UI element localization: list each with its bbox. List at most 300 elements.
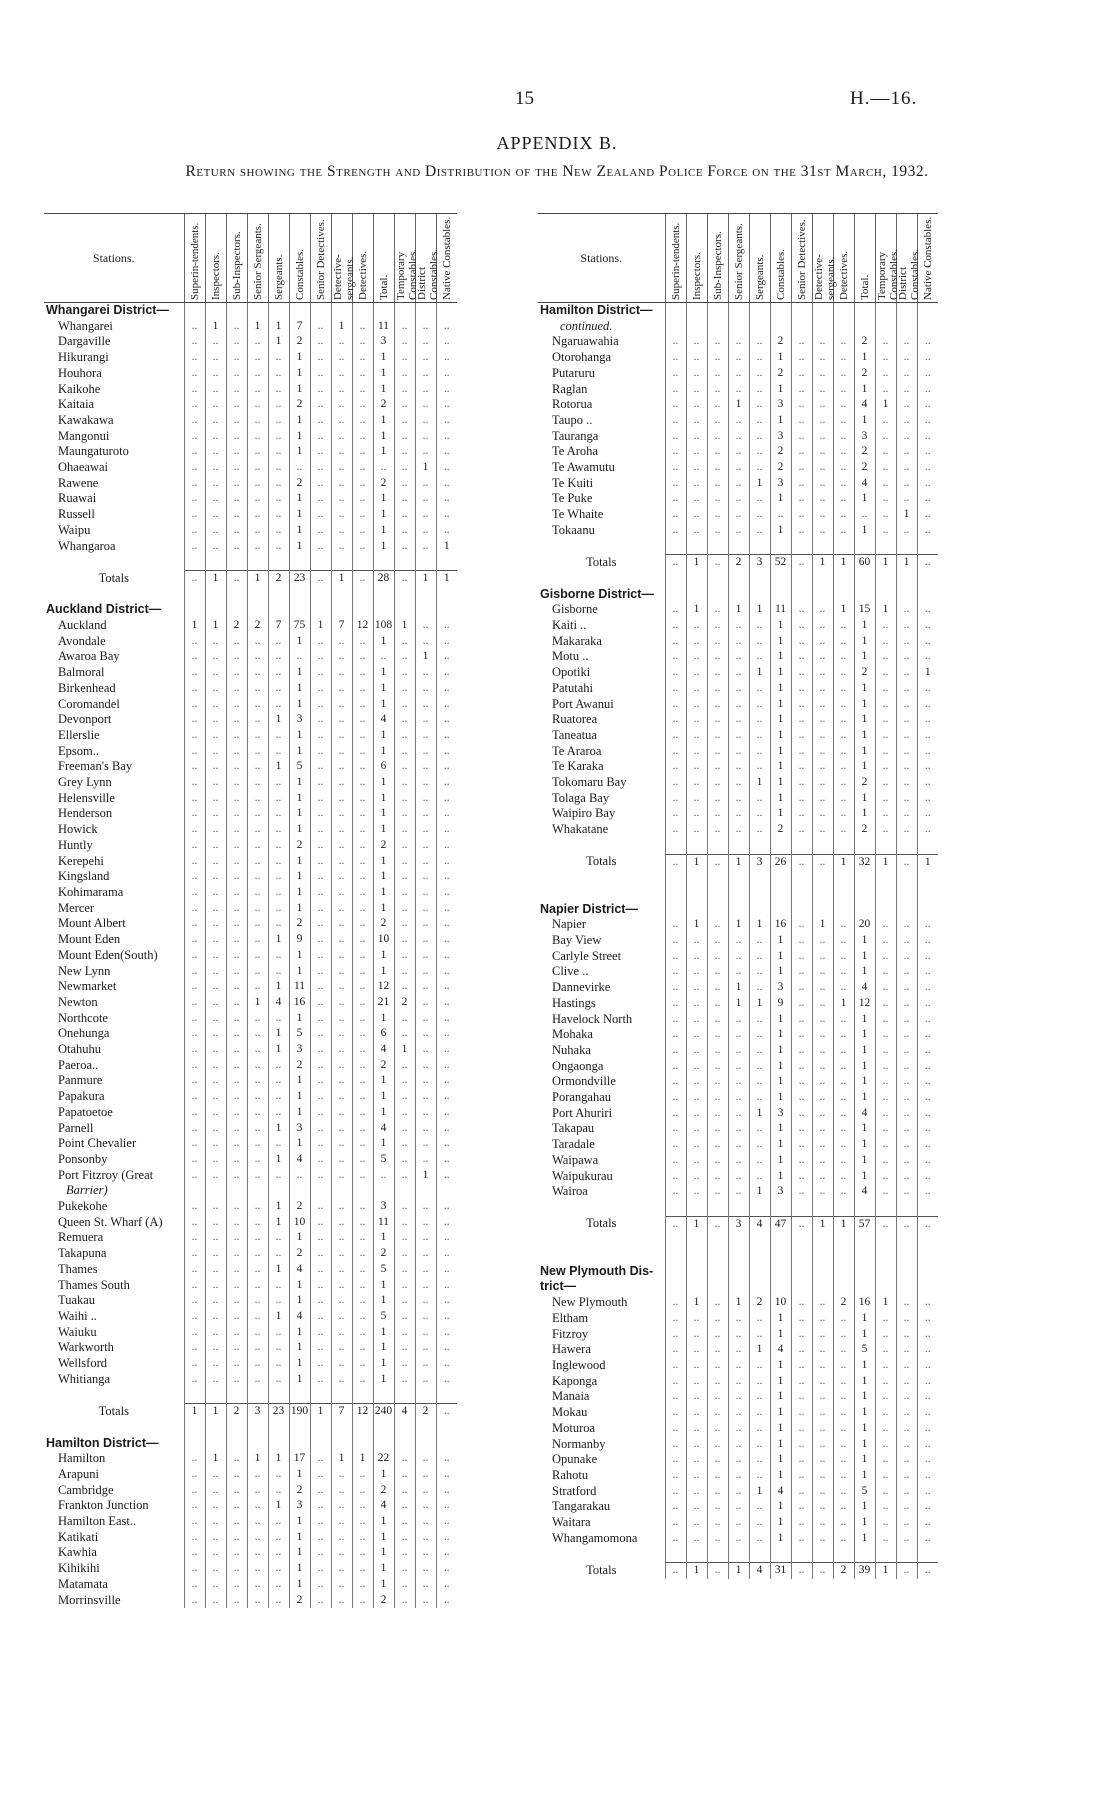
- count-cell: 1: [331, 570, 352, 586]
- count-cell: ..: [707, 665, 728, 681]
- count-cell: ..: [707, 1327, 728, 1343]
- count-cell: [686, 587, 707, 603]
- count-cell: [686, 1248, 707, 1264]
- count-cell: 2: [854, 775, 875, 791]
- count-cell: ..: [310, 806, 331, 822]
- count-cell: ..: [331, 1593, 352, 1609]
- count-cell: ..: [791, 1531, 812, 1547]
- station-row: [538, 602, 938, 618]
- count-cell: ..: [268, 916, 289, 932]
- count-cell: ..: [226, 775, 247, 791]
- count-cell: ..: [352, 916, 373, 932]
- count-cell: 2: [770, 822, 791, 838]
- count-cell: ..: [728, 491, 749, 507]
- count-cell: ..: [749, 1311, 770, 1327]
- count-cell: ..: [331, 1561, 352, 1577]
- count-cell: 1: [770, 1437, 791, 1453]
- count-cell: ..: [436, 1577, 457, 1593]
- count-cell: ..: [184, 1168, 205, 1184]
- count-cell: ..: [728, 1405, 749, 1421]
- column-header-label: Native Constables.: [921, 216, 934, 300]
- station-name: Wairoa: [552, 1184, 588, 1199]
- count-cell: ..: [268, 1168, 289, 1184]
- count-cell: [310, 1436, 331, 1452]
- count-cell: 1: [875, 854, 896, 870]
- count-cell: ..: [310, 1467, 331, 1483]
- count-cell: ..: [415, 444, 436, 460]
- count-cell: 1: [728, 917, 749, 933]
- count-cell: ..: [812, 507, 833, 523]
- count-cell: ..: [415, 1042, 436, 1058]
- count-cell: [436, 554, 457, 570]
- count-cell: [707, 1248, 728, 1264]
- count-cell: ..: [707, 602, 728, 618]
- count-cell: ..: [436, 1011, 457, 1027]
- count-cell: ..: [352, 1121, 373, 1137]
- count-cell: ..: [205, 901, 226, 917]
- count-cell: ..: [833, 1452, 854, 1468]
- count-cell: ..: [331, 1514, 352, 1530]
- count-cell: ..: [247, 1356, 268, 1372]
- count-cell: ..: [247, 916, 268, 932]
- count-cell: 1: [854, 1121, 875, 1137]
- count-cell: ..: [812, 1421, 833, 1437]
- count-cell: ..: [665, 491, 686, 507]
- count-cell: ..: [247, 1011, 268, 1027]
- column-header-label: Superin-tendents.: [669, 222, 682, 300]
- station-row: [538, 744, 938, 760]
- count-cell: ..: [226, 397, 247, 413]
- count-cell: 1: [917, 665, 938, 681]
- count-cell: ..: [415, 1105, 436, 1121]
- count-cell: ..: [226, 932, 247, 948]
- count-cell: ..: [184, 1340, 205, 1356]
- count-cell: 1: [686, 1295, 707, 1311]
- count-cell: ..: [686, 1311, 707, 1327]
- count-cell: ..: [331, 1545, 352, 1561]
- count-cell: [268, 587, 289, 603]
- count-cell: ..: [226, 1483, 247, 1499]
- count-cell: ..: [665, 1059, 686, 1075]
- count-cell: 1: [373, 1105, 394, 1121]
- count-cell: ..: [854, 507, 875, 523]
- count-cell: 1: [373, 791, 394, 807]
- count-cell: ..: [875, 634, 896, 650]
- count-cell: ..: [728, 476, 749, 492]
- count-cell: ..: [728, 1389, 749, 1405]
- count-cell: ..: [686, 1452, 707, 1468]
- count-cell: ..: [247, 665, 268, 681]
- count-cell: ..: [749, 949, 770, 965]
- count-cell: ..: [331, 1152, 352, 1168]
- station-name: Putaruru: [552, 365, 596, 380]
- count-cell: ..: [791, 1074, 812, 1090]
- count-cell: ..: [917, 397, 938, 413]
- count-cell: ..: [875, 1405, 896, 1421]
- count-cell: 22: [373, 1451, 394, 1467]
- count-cell: [854, 571, 875, 587]
- count-cell: 1: [289, 822, 310, 838]
- count-cell: ..: [226, 1136, 247, 1152]
- count-cell: ..: [247, 744, 268, 760]
- count-cell: 1: [854, 1043, 875, 1059]
- count-cell: ..: [310, 1498, 331, 1514]
- count-cell: ..: [875, 350, 896, 366]
- count-cell: ..: [791, 1059, 812, 1075]
- count-cell: ..: [436, 1372, 457, 1388]
- count-cell: ..: [728, 366, 749, 382]
- count-cell: ..: [749, 413, 770, 429]
- count-cell: ..: [436, 948, 457, 964]
- count-cell: [665, 539, 686, 555]
- count-cell: ..: [352, 476, 373, 492]
- document-reference: H.—16.: [850, 88, 918, 109]
- count-cell: ..: [268, 869, 289, 885]
- column-header: [875, 214, 900, 303]
- count-cell: ..: [707, 1090, 728, 1106]
- count-cell: ..: [310, 382, 331, 398]
- station-name: Kaitaia: [58, 397, 95, 412]
- count-cell: ..: [415, 1356, 436, 1372]
- count-cell: ..: [833, 681, 854, 697]
- count-cell: [415, 602, 436, 618]
- count-cell: ..: [331, 885, 352, 901]
- count-cell: ..: [226, 1026, 247, 1042]
- count-cell: ..: [394, 350, 415, 366]
- station-row: [538, 712, 938, 728]
- totals-row: [538, 1216, 938, 1232]
- station-row: [538, 996, 938, 1012]
- count-cell: ..: [917, 712, 938, 728]
- count-cell: ..: [226, 806, 247, 822]
- column-header-label: Senior Sergeants.: [732, 223, 745, 300]
- count-cell: ..: [707, 964, 728, 980]
- count-cell: ..: [268, 1325, 289, 1341]
- column-header-label: Sub-Inspectors.: [230, 231, 243, 300]
- station-row: [44, 1577, 457, 1593]
- count-cell: ..: [205, 759, 226, 775]
- count-cell: 1: [770, 1515, 791, 1531]
- count-cell: [184, 1436, 205, 1452]
- count-cell: 1: [770, 728, 791, 744]
- count-cell: [833, 571, 854, 587]
- count-cell: ..: [896, 806, 917, 822]
- count-cell: ..: [436, 429, 457, 445]
- count-cell: ..: [791, 476, 812, 492]
- count-cell: ..: [331, 854, 352, 870]
- count-cell: [854, 870, 875, 886]
- station-name: Te Puke: [552, 491, 593, 506]
- count-cell: ..: [728, 712, 749, 728]
- count-cell: ..: [226, 1089, 247, 1105]
- column-header-label: Senior Sergeants.: [251, 223, 264, 300]
- count-cell: 1: [749, 1484, 770, 1500]
- count-cell: ..: [184, 854, 205, 870]
- count-cell: ..: [728, 728, 749, 744]
- station-row: [538, 665, 938, 681]
- district-heading-row: [538, 1264, 938, 1280]
- count-cell: [854, 587, 875, 603]
- count-cell: ..: [352, 1230, 373, 1246]
- count-cell: ..: [352, 728, 373, 744]
- count-cell: 4: [854, 1106, 875, 1122]
- station-name: Ohaeawai: [58, 460, 108, 475]
- count-cell: ..: [352, 1293, 373, 1309]
- count-cell: [896, 303, 917, 319]
- count-cell: [728, 1232, 749, 1248]
- count-cell: [707, 1200, 728, 1216]
- count-cell: ..: [917, 460, 938, 476]
- count-cell: ..: [665, 1452, 686, 1468]
- count-cell: ..: [394, 681, 415, 697]
- count-cell: [184, 602, 205, 618]
- count-cell: [665, 1546, 686, 1562]
- count-cell: ..: [665, 1295, 686, 1311]
- strength-table-left: [44, 213, 457, 1608]
- count-cell: ..: [728, 949, 749, 965]
- count-cell: ..: [896, 1059, 917, 1075]
- count-cell: ..: [917, 1027, 938, 1043]
- count-cell: ..: [665, 933, 686, 949]
- count-cell: ..: [791, 1358, 812, 1374]
- count-cell: ..: [436, 1105, 457, 1121]
- count-cell: ..: [226, 697, 247, 713]
- count-cell: ..: [352, 413, 373, 429]
- count-cell: 11: [770, 602, 791, 618]
- count-cell: ..: [812, 350, 833, 366]
- count-cell: 6: [373, 759, 394, 775]
- count-cell: ..: [791, 413, 812, 429]
- station-row: [538, 1090, 938, 1106]
- count-cell: ..: [415, 1011, 436, 1027]
- count-cell: ..: [833, 476, 854, 492]
- count-cell: ..: [310, 1278, 331, 1294]
- count-cell: ..: [707, 429, 728, 445]
- count-cell: ..: [896, 1311, 917, 1327]
- count-cell: [791, 886, 812, 902]
- count-cell: ..: [226, 744, 247, 760]
- count-cell: ..: [331, 1026, 352, 1042]
- station-name: New Lynn: [58, 963, 111, 978]
- count-cell: ..: [331, 1168, 352, 1184]
- count-cell: [394, 1387, 415, 1403]
- count-cell: ..: [268, 1105, 289, 1121]
- count-cell: ..: [247, 979, 268, 995]
- count-cell: 1: [373, 885, 394, 901]
- column-header: [415, 214, 440, 303]
- station-row: [538, 1389, 938, 1405]
- count-cell: ..: [917, 1043, 938, 1059]
- count-cell: [728, 902, 749, 918]
- district-name: trict—: [540, 1279, 577, 1294]
- count-cell: [247, 1420, 268, 1436]
- count-cell: ..: [707, 1153, 728, 1169]
- count-cell: ..: [749, 1531, 770, 1547]
- station-name: Te Aroha: [552, 444, 598, 459]
- count-cell: ..: [896, 649, 917, 665]
- count-cell: [917, 902, 938, 918]
- station-name: Epsom..: [58, 743, 99, 758]
- count-cell: ..: [896, 1327, 917, 1343]
- count-cell: ..: [394, 744, 415, 760]
- count-cell: ..: [268, 1011, 289, 1027]
- count-cell: ..: [833, 1499, 854, 1515]
- count-cell: ..: [352, 1011, 373, 1027]
- count-cell: ..: [665, 649, 686, 665]
- count-cell: [707, 870, 728, 886]
- count-cell: ..: [205, 1089, 226, 1105]
- count-cell: ..: [310, 1215, 331, 1231]
- district-name: Hamilton District—: [540, 303, 653, 317]
- count-cell: 1: [770, 933, 791, 949]
- count-cell: ..: [436, 744, 457, 760]
- station-row: [538, 1012, 938, 1028]
- count-cell: 1: [205, 618, 226, 634]
- count-cell: ..: [268, 366, 289, 382]
- count-cell: ..: [415, 1467, 436, 1483]
- count-cell: [749, 587, 770, 603]
- district-heading-row: [538, 587, 938, 603]
- count-cell: [373, 602, 394, 618]
- count-cell: [833, 1546, 854, 1562]
- count-cell: ..: [728, 744, 749, 760]
- station-name: Hastings: [552, 995, 596, 1010]
- count-cell: 1: [268, 1199, 289, 1215]
- station-row: [538, 1374, 938, 1390]
- count-cell: ..: [226, 366, 247, 382]
- count-cell: 1: [833, 602, 854, 618]
- count-cell: ..: [205, 1593, 226, 1609]
- count-cell: ..: [875, 1342, 896, 1358]
- count-cell: 1: [352, 1451, 373, 1467]
- count-cell: 1: [770, 1153, 791, 1169]
- station-name: Otorohanga: [552, 350, 612, 365]
- count-cell: ..: [205, 491, 226, 507]
- count-cell: ..: [394, 523, 415, 539]
- count-cell: 1: [289, 539, 310, 555]
- count-cell: ..: [331, 1199, 352, 1215]
- count-cell: ..: [352, 932, 373, 948]
- count-cell: 2: [833, 1563, 854, 1579]
- count-cell: ..: [331, 523, 352, 539]
- count-cell: ..: [436, 869, 457, 885]
- count-cell: ..: [917, 1342, 938, 1358]
- count-cell: 1: [833, 854, 854, 870]
- count-cell: ..: [310, 350, 331, 366]
- count-cell: 47: [770, 1216, 791, 1232]
- count-cell: 2: [728, 555, 749, 571]
- count-cell: ..: [226, 712, 247, 728]
- count-cell: ..: [686, 1531, 707, 1547]
- station-row: [538, 1184, 938, 1200]
- count-cell: ..: [833, 1043, 854, 1059]
- station-name: Paeroa..: [58, 1057, 99, 1072]
- count-cell: ..: [791, 397, 812, 413]
- count-cell: ..: [875, 429, 896, 445]
- count-cell: [184, 1387, 205, 1403]
- count-cell: ..: [268, 429, 289, 445]
- count-cell: [352, 1420, 373, 1436]
- count-cell: [791, 902, 812, 918]
- count-cell: [205, 1387, 226, 1403]
- count-cell: ..: [352, 634, 373, 650]
- count-cell: ..: [268, 350, 289, 366]
- count-cell: ..: [917, 523, 938, 539]
- count-cell: ..: [226, 869, 247, 885]
- station-row: [538, 634, 938, 650]
- count-cell: ..: [686, 444, 707, 460]
- station-row: [538, 964, 938, 980]
- count-cell: 1: [289, 366, 310, 382]
- count-cell: ..: [310, 979, 331, 995]
- count-cell: ..: [896, 1468, 917, 1484]
- count-cell: ..: [184, 1372, 205, 1388]
- count-cell: [373, 1420, 394, 1436]
- count-cell: 1: [854, 618, 875, 634]
- count-cell: ..: [310, 1293, 331, 1309]
- count-cell: ..: [352, 775, 373, 791]
- count-cell: ..: [247, 539, 268, 555]
- column-header: [247, 214, 268, 303]
- count-cell: ..: [268, 964, 289, 980]
- count-cell: [749, 1200, 770, 1216]
- count-cell: ..: [226, 476, 247, 492]
- station-row: [44, 491, 457, 507]
- count-cell: [310, 1387, 331, 1403]
- count-cell: ..: [917, 1295, 938, 1311]
- count-cell: [770, 838, 791, 854]
- count-cell: ..: [728, 523, 749, 539]
- count-cell: [436, 303, 457, 319]
- count-cell: ..: [352, 523, 373, 539]
- count-cell: 1: [289, 1514, 310, 1530]
- count-cell: 2: [289, 476, 310, 492]
- count-cell: ..: [310, 1168, 331, 1184]
- count-cell: ..: [331, 1058, 352, 1074]
- count-cell: ..: [833, 1074, 854, 1090]
- count-cell: ..: [436, 334, 457, 350]
- count-cell: ..: [791, 1137, 812, 1153]
- count-cell: ..: [226, 1262, 247, 1278]
- count-cell: ..: [268, 523, 289, 539]
- count-cell: ..: [917, 980, 938, 996]
- count-cell: 1: [770, 1311, 791, 1327]
- count-cell: ..: [247, 507, 268, 523]
- count-cell: ..: [896, 429, 917, 445]
- count-cell: [352, 1436, 373, 1452]
- count-cell: ..: [415, 618, 436, 634]
- count-cell: ..: [833, 491, 854, 507]
- count-cell: ..: [394, 634, 415, 650]
- station-name: Newmarket: [58, 979, 117, 994]
- count-cell: [331, 1436, 352, 1452]
- count-cell: ..: [812, 413, 833, 429]
- count-cell: ..: [226, 916, 247, 932]
- station-row: [538, 949, 938, 965]
- count-cell: ..: [247, 885, 268, 901]
- count-cell: ..: [791, 1121, 812, 1137]
- station-name: Fitzroy: [552, 1326, 589, 1341]
- count-cell: ..: [436, 1451, 457, 1467]
- station-name: Hamilton East..: [58, 1514, 137, 1529]
- count-cell: ..: [875, 1437, 896, 1453]
- count-cell: ..: [184, 523, 205, 539]
- count-cell: ..: [707, 523, 728, 539]
- column-header-label: Detectives.: [837, 250, 850, 300]
- column-header: [770, 214, 791, 303]
- column-header-label: Native Constables.: [440, 216, 453, 300]
- count-cell: 1: [854, 491, 875, 507]
